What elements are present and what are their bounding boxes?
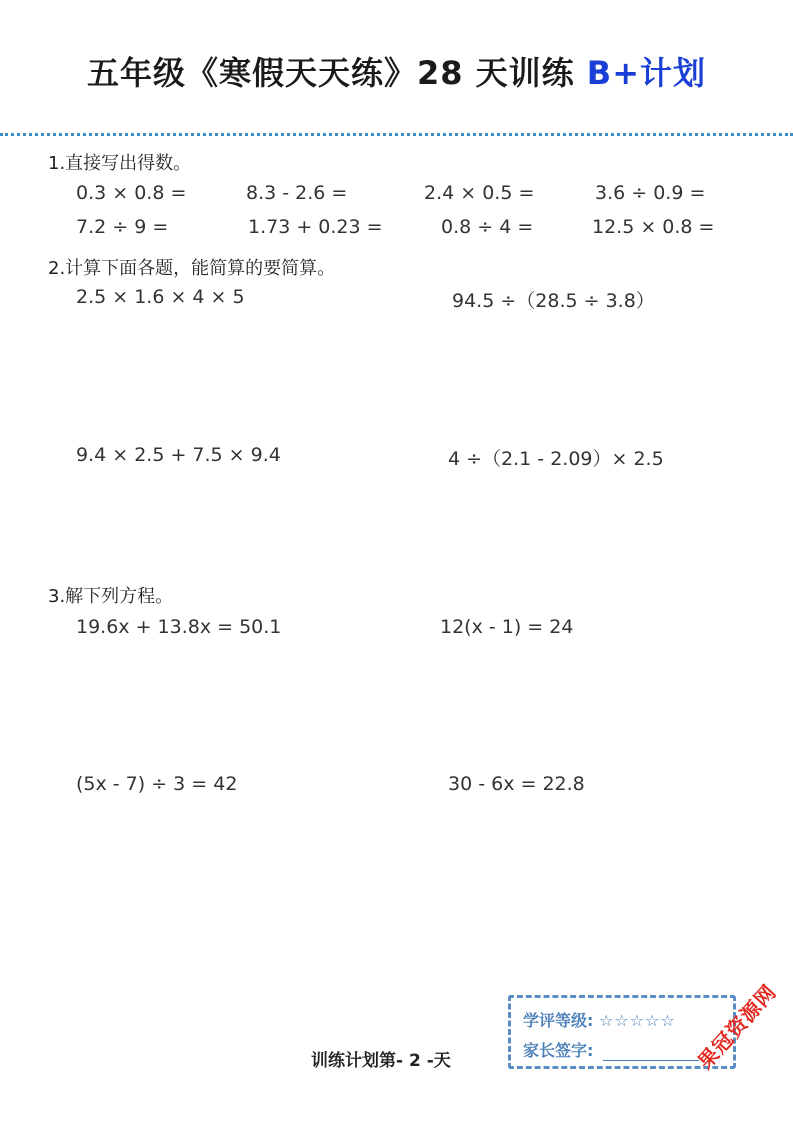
signature-line[interactable] bbox=[603, 1046, 699, 1061]
equation: (5x - 7) ÷ 3 = 42 bbox=[76, 773, 238, 795]
oral-question: 0.8 ÷ 4 = bbox=[441, 216, 534, 238]
oral-question: 1.73 + 0.23 = bbox=[248, 216, 383, 238]
signature-row bbox=[523, 1038, 699, 1061]
oral-question: 7.2 ÷ 9 = bbox=[76, 216, 169, 238]
title-main: 五年级《寒假天天练》28 天训练 bbox=[86, 54, 587, 92]
oral-question: 3.6 ÷ 0.9 = bbox=[595, 182, 706, 204]
plan-day-label: 训练计划第- 2 -天 bbox=[311, 1051, 451, 1071]
equation: 12(x - 1) = 24 bbox=[440, 616, 574, 638]
section2-heading: 2.计算下面各题，能简算的要简算。 bbox=[48, 258, 336, 279]
calc-question: 9.4 × 2.5 + 7.5 × 9.4 bbox=[76, 444, 281, 466]
dotted-divider bbox=[0, 133, 793, 136]
section3-heading: 3.解下列方程。 bbox=[48, 586, 174, 607]
watermark: 果冠资源网 bbox=[692, 979, 782, 1074]
oral-question: 2.4 × 0.5 = bbox=[424, 182, 535, 204]
section1-heading: 1.直接写出得数。 bbox=[48, 153, 192, 174]
equation: 30 - 6x = 22.8 bbox=[448, 773, 585, 795]
calc-question: 94.5 ÷（28.5 ÷ 3.8） bbox=[452, 290, 655, 312]
grade-row bbox=[523, 1008, 676, 1031]
signature-label: 家长签字: bbox=[523, 1041, 594, 1060]
oral-question: 0.3 × 0.8 = bbox=[76, 182, 187, 204]
oral-question: 8.3 - 2.6 = bbox=[246, 182, 348, 204]
equation: 19.6x + 13.8x = 50.1 bbox=[76, 616, 282, 638]
grade-label: 学评等级: bbox=[523, 1011, 594, 1030]
page-title bbox=[0, 48, 793, 94]
calc-question: 2.5 × 1.6 × 4 × 5 bbox=[76, 286, 245, 308]
title-accent: B+计划 bbox=[586, 54, 707, 92]
oral-question: 12.5 × 0.8 = bbox=[592, 216, 715, 238]
rating-stars[interactable]: ☆☆☆☆☆ bbox=[598, 1011, 676, 1030]
calc-question: 4 ÷（2.1 - 2.09）× 2.5 bbox=[448, 448, 664, 470]
